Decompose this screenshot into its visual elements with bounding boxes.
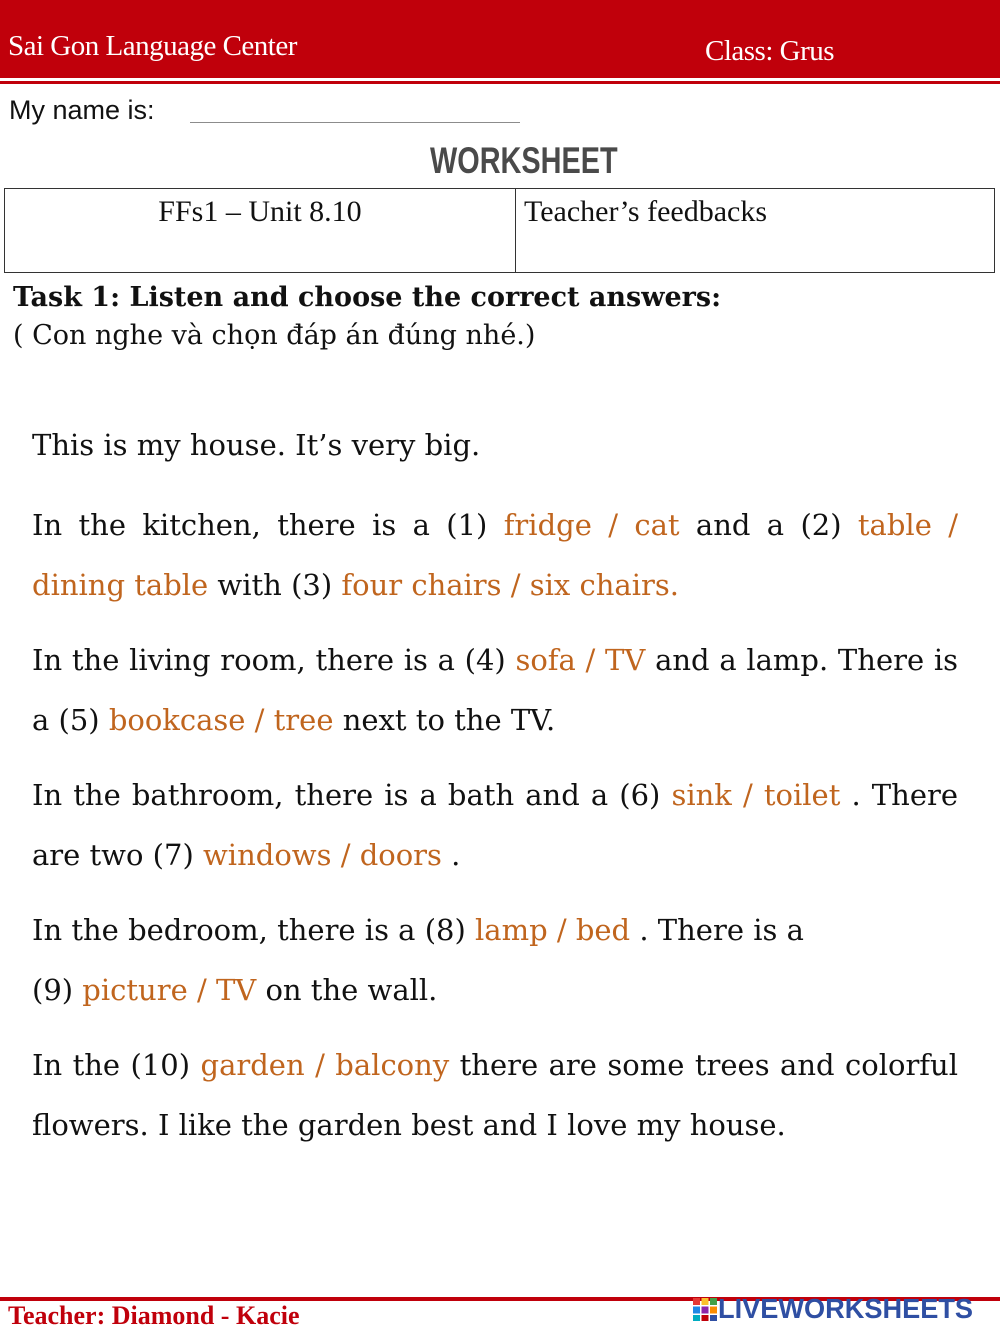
text: . — [441, 838, 461, 872]
paragraph-garden — [32, 1035, 958, 1155]
answer-option-4[interactable]: sofa / TV — [515, 643, 646, 677]
passage-intro: This is my house. It’s very big. — [32, 428, 481, 462]
liveworksheets-brand: LIVEWORKSHEETS — [718, 1293, 974, 1324]
text: In the living room, there is a (4) — [32, 643, 516, 677]
answer-option-9[interactable]: picture / TV — [82, 973, 257, 1007]
paragraph-bedroom — [32, 900, 958, 1020]
paragraph-kitchen — [32, 495, 958, 615]
answer-option-7[interactable]: windows / doors — [202, 838, 442, 872]
task-subtitle: ( Con nghe và chọn đáp án đúng nhé.) — [13, 320, 536, 351]
text: In the (10) — [32, 1048, 201, 1082]
worksheet-title: WORKSHEET — [430, 140, 618, 181]
school-name: Sai Gon Language Center — [8, 30, 297, 62]
name-label: My name is: — [9, 95, 155, 125]
answer-option-2[interactable]: table / dining table — [32, 508, 958, 602]
answer-option-6[interactable]: sink / toilet — [671, 778, 841, 812]
class-label: Class: Grus — [705, 35, 835, 67]
answer-option-10[interactable]: garden / balcony — [200, 1048, 450, 1082]
answer-option-8[interactable]: lamp / bed — [475, 913, 631, 947]
text: next to the TV. — [333, 703, 556, 737]
answer-option-1[interactable]: fridge / cat — [503, 508, 680, 542]
text: and a (2) — [679, 508, 858, 542]
unit-cell: FFs1 – Unit 8.10 — [5, 189, 516, 273]
feedback-cell: Teacher’s feedbacks — [516, 189, 995, 273]
text: and a lamp. There is a (5) — [32, 643, 959, 737]
liveworksheets-logo-icon — [692, 1296, 718, 1322]
text: (9) — [32, 973, 83, 1007]
answer-option-5[interactable]: bookcase / tree — [108, 703, 334, 737]
paragraph-living-room — [32, 630, 958, 750]
text: on the wall. — [256, 973, 438, 1007]
answer-option-3[interactable]: four chairs / six chairs. — [341, 568, 679, 602]
task-title: Task 1: Listen and choose the correct answers: — [13, 282, 722, 313]
info-table — [4, 188, 995, 273]
text: In the kitchen, there is a (1) — [32, 508, 504, 542]
text: with (3) — [208, 568, 342, 602]
name-input-line[interactable] — [190, 122, 520, 123]
paragraph-bathroom — [32, 765, 958, 885]
text: In the bathroom, there is a bath and a (6) — [32, 778, 672, 812]
text: . There is a — [630, 913, 804, 947]
text: In the bedroom, there is a (8) — [32, 913, 475, 947]
text: there are some trees and colorful flowers. I like the garden best and I love my house. — [32, 1048, 958, 1142]
teacher-name: Teacher: Diamond - Kacie — [8, 1301, 300, 1330]
header-divider — [0, 81, 1000, 84]
text: . There are two (7) — [32, 778, 959, 872]
reading-passage — [32, 420, 958, 1170]
